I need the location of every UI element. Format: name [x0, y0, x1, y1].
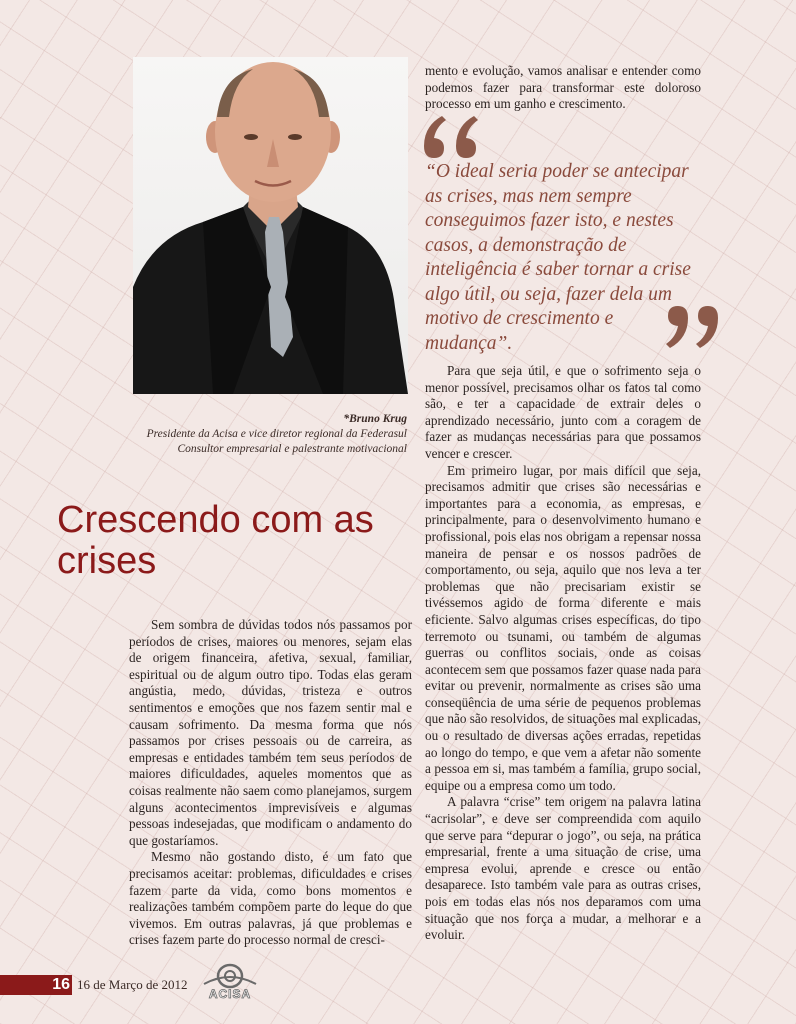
close-quote-icon: [660, 302, 722, 352]
author-portrait-illustration: [133, 57, 408, 394]
author-photo: [133, 57, 408, 394]
page-number: 16: [52, 976, 70, 993]
author-role-1: Presidente da Acisa e vice diretor regional da Federasul: [146, 428, 407, 440]
right-column: [425, 363, 701, 944]
pull-quote: “O ideal seria poder se antecipar as crises, mas nem sempre conseguimos fazer isto, e nestes casos, a demonstração de inteligência é saber tornar a crise algo útil, ou seja, fazer dela um motivo de crescimento e mudança”.: [425, 161, 691, 354]
left-paragraph-1: Sem sombra de dúvidas todos nós passamos por períodos de crises, maiores ou menores, sejam elas de origem financeira, afetiva, sexual, familiar, espiritual ou de algum outro tipo. Todas elas geram angústia, medo, dúvidas, tristeza e outros sentimentos e emoções que nos fazem sentir mal e causam sofrimento. Da mesma forma que nós passamos por crises pessoais ou de carreira, as empresas e entidades também tem seus períodos de maiores dificuldades, aqueles momentos que as coisas realmente não saem como planejamos, surgem alguns acontecimentos imprevisíveis e algumas pessoas indesejadas, que modificam o andamento do que gostaríamos.: [129, 617, 412, 848]
issue-date: 16 de Março de 2012: [77, 977, 188, 992]
right-paragraph-3: A palavra “crise” tem origem na palavra latina “acrisolar”, e deve ser compreendida com aquilo que serve para “depurar o jogo”, ou seja, na prática empresarial, frente a uma situação de crise, uma empresa evolui, aprende e cresce ou então desaparece. Isto também vale para as outras crises, pois em todas elas nós nos deparamos com uma situação que nos força a mudar, a melhorar e a evoluir.: [425, 794, 701, 943]
author-role-2: Consultor empresarial e palestrante motivacional: [177, 443, 407, 455]
left-column: [129, 617, 412, 949]
left-paragraph-2: Mesmo não gostando disto, é um fato que precisamos aceitar: problemas, dificuldades e crises fazem parte da vida, como bons momentos e realizações também compõem parte do leque do que vivemos. Em outras palavras, já que problemas e crises fazem parte do processo normal de cresci-: [129, 849, 412, 948]
right-paragraph-1: Para que seja útil, e que o sofrimento seja o menor possível, precisamos olhar os fatos tal como são, e ter a capacidade de extrair deles o aprendizado necessário, junto com a coragem de fazer as mudanças necessárias para que possamos vencer e crescer.: [425, 363, 701, 461]
intro-paragraph: mento e evolução, vamos analisar e entender como podemos fazer para transformar este doloroso processo em um ganho e crescimento.: [425, 63, 701, 112]
author-name: *Bruno Krug: [343, 413, 407, 425]
author-caption: [120, 412, 407, 457]
article-title: Crescendo com as crises: [57, 499, 374, 582]
logo-text: ACISA: [208, 987, 252, 1001]
right-paragraph-2: Em primeiro lugar, por mais difícil que seja, precisamos admitir que crises são necessárias e importantes para a economia, as empresas, e principalmente, para o desenvolvimento humano e profissional, pois elas nos obrigam a repensar nossa maneira de pensar e os nossos padrões de comportamento, ou seja, aquilo que nos leva a ter problemas que não precisariam existir se tivéssemos agido de forma diferente e mais eficiente. Salvo algumas crises específicas, do tipo terremoto ou tsunami, ou também de algumas guerras ou conflitos sociais, onde as coisas acontecem sem que possamos fazer quase nada para evitar ou prevenir, normalmente as crises são uma conseqüência de uma série de pequenos problemas que não são resolvidos, de situações mal explicadas, ou o resultado de diversas ações erradas, repetidas ao longo do tempo, e que vem a afetar não somente a pessoa em si, mas também a família, grupo social, equipe ou a empresa como um todo.: [425, 462, 701, 793]
open-quote-icon: [420, 112, 490, 164]
right-column-intro: [425, 63, 701, 113]
